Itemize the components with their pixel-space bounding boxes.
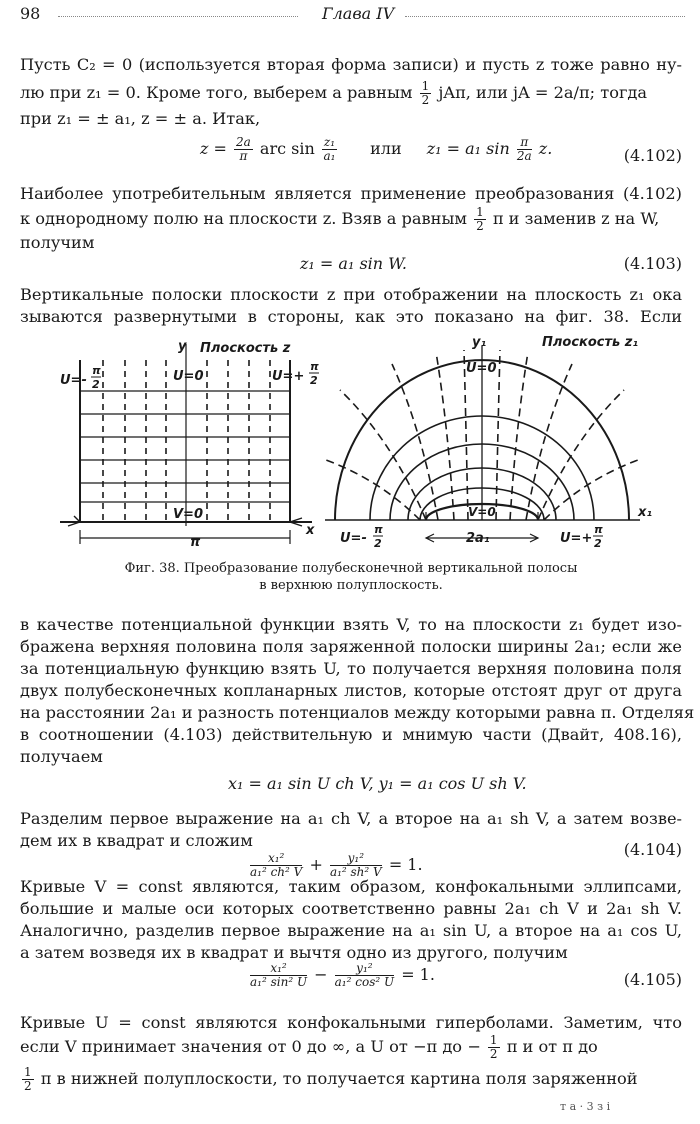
text-line: Кривые V = const являются, таким образом, конфокальными эллипсами, [20,877,682,896]
text-line: Наиболее употребительным является применение преобразования (4.102) [20,184,682,203]
plane-title: Плоскость z₁ [542,335,639,350]
frac-den: 2 [310,374,318,387]
frac-den: a₁² ch² V [250,865,303,879]
fraction [250,852,302,879]
axis-label-y1: y₁ [472,335,487,350]
fraction [234,136,253,163]
u-label-left: U=- [60,373,87,388]
header-rule-right [405,16,685,17]
frac-den: 2 [374,537,382,550]
v-label: V=0 [468,505,496,519]
frac-num: 2a [236,135,251,149]
hyperbola-curve [496,350,500,520]
text-line: Вертикальные полоски плоскости z при отображении на плоскость z₁ ока [20,285,682,304]
text-fragment: к однородному полю на плоскости z. Взяв a равным [20,209,467,228]
eq-part: + [309,855,323,874]
text-line: в качестве потенциальной функции взять V, то на плоскости z₁ будет изо- [20,615,682,634]
equation-number: (4.102) [623,146,682,165]
v-label: V=0 [173,507,203,522]
figure-38 [40,330,670,560]
eq-part: или [370,139,402,158]
u-label-left: U=- [340,531,367,546]
frac-den: 2 [421,93,430,107]
text-fragment: π и заменив z на W, [492,209,660,228]
width-label: 2a₁ [466,531,490,546]
text-fragment: лю при z₁ = 0. Кроме того, выберем a равным [20,83,413,102]
text-line: бражена верхняя половина поля заряженной полоски ширины 2a₁; если же [20,637,682,656]
text-line: Аналогично, разделив первое выражение на a₁ sin U, а второе на a₁ cos U, [20,921,682,940]
text-line: при z₁ = ± a₁, z = ± a. Итак, [20,109,261,128]
eq-part: z = [200,139,227,158]
figure-caption [20,560,682,594]
fraction [250,962,307,989]
u-label-right: U=+ [560,531,593,546]
frac-den: 2 [476,219,484,233]
text-line [20,1034,682,1061]
frac-den: π [239,149,248,163]
eq-part: z. [538,139,553,158]
caption-line: Фиг. 38. Преобразование полубесконечной вертикальной полосы [124,561,578,576]
text-line: двух полубесконечных копланарных листов, которые отстоят друг от друга [20,681,682,700]
frac-den: a₁² cos² U [334,975,395,989]
header-rule-left [58,16,298,17]
text-line: на расстоянии 2a₁ и разность потенциалов между которыми равна π. Отделяя [20,703,695,722]
frac-num: 1 [421,79,430,93]
frac-den: a₁² sin² U [250,975,308,989]
footer-signature: т а · 3 з і [560,1100,611,1113]
frac-num: x₁² [250,852,302,866]
frac-num: y₁² [330,852,382,866]
eq-part: = 1. [401,965,435,984]
text-line [20,1066,682,1093]
frac-num: x₁² [250,962,307,976]
frac-num: 1 [476,205,484,219]
text-line: получим [20,233,95,252]
frac-den: 2 [24,1079,32,1093]
equation-number: (4.103) [623,254,682,273]
equation-xy: x₁ = a₁ sin U ch V, y₁ = a₁ cos U sh V. [228,774,527,793]
text-line: Пусть C₂ = 0 (используется вторая форма записи) и пусть z тоже равно ну- [20,55,682,74]
fraction-half [474,206,486,233]
text-fragment: jAπ, или jA = 2a/π; тогда [438,83,648,102]
frac-den: 2 [92,378,100,391]
equation-4-105 [248,962,435,989]
frac-den: a₁² sh² V [329,865,382,879]
fraction-half [420,80,432,107]
equation-4-104 [248,852,423,879]
fraction [330,852,382,879]
text-fragment: π и от π до [506,1037,598,1056]
text-line: Кривые U = const являются конфокальными гиперболами. Заметим, что [20,1013,682,1032]
plane-title: Плоскость z [200,341,291,356]
page-number: 98 [20,4,41,23]
frac-num: 1 [489,1033,498,1047]
frac-num: π [310,360,319,373]
text-line: а затем возведя их в квадрат и вычтя одно из другого, получим [20,943,568,962]
frac-num: π [517,136,532,150]
hyperbola-curve [326,460,420,520]
eq-part: arc sin [259,139,315,158]
frac-den: 2 [489,1047,498,1061]
caption-line: в верхнюю полуплоскость. [259,578,443,593]
axis-label-y: y [178,339,187,354]
u-label-mid: U=0 [173,369,204,384]
frac-num: π [594,523,603,536]
frac-num: y₁² [335,962,394,976]
text-line: в соотношении (4.103) действительную и мнимую части (Двайт, 408.16), [20,725,682,744]
text-line: зываются развернутыми в стороны, как это показано на фиг. 38. Если [20,307,682,326]
frac-num: π [374,523,383,536]
equation-number: (4.104) [623,840,682,859]
hyperbola-curve [544,460,638,520]
fraction-half [488,1034,500,1061]
equation-number: (4.105) [623,970,682,989]
fraction-half [22,1066,34,1093]
text-fragment: если V принимает значения от 0 до ∞, а U от −π до − [20,1037,481,1056]
frac-den: 2a [516,149,532,163]
text-line: большие и малые оси которых соответственно равны 2a₁ ch V и 2a₁ sh V. [20,899,682,918]
text-line [20,206,682,233]
equation-4-103: z₁ = a₁ sin W. [300,254,407,273]
eq-part: z₁ = a₁ sin [426,139,510,158]
u-label-right: U=+ [272,369,305,384]
axis-label-x1: x₁ [638,505,653,520]
text-line [20,80,682,107]
frac-num: π [92,364,101,377]
frac-den: a₁ [323,149,336,163]
frac-num: 1 [24,1065,32,1079]
text-line: за потенциальную функцию взять U, то получается верхняя половина поля [20,659,682,678]
u-label-mid: U=0 [466,361,497,376]
frac-den: 2 [594,537,602,550]
equation-4-102 [200,136,552,163]
frac-num: z₁ [323,135,336,149]
width-label: π [190,535,201,550]
fraction [517,136,532,163]
fraction [322,136,337,163]
fraction [335,962,394,989]
axis-label-x: x [306,523,315,538]
chapter-title: Глава IV [322,4,395,23]
eq-part: = 1. [388,855,423,874]
text-line: Разделим первое выражение на a₁ ch V, а второе на a₁ sh V, а затем возве- [20,809,682,828]
text-line: получаем [20,747,103,766]
text-fragment: π в нижней полуплоскости, то получается картина поля заряженной [40,1069,638,1088]
text-line: дем их в квадрат и сложим [20,831,253,850]
eq-part: − [314,965,328,984]
